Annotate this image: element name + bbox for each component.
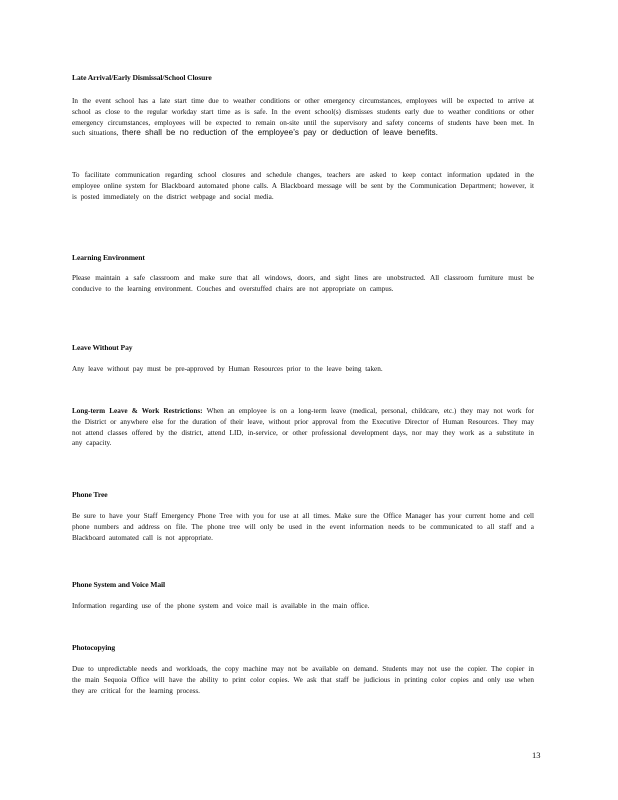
paragraph-late-arrival bbox=[72, 96, 534, 139]
paragraph-phone-tree: Be sure to have your Staff Emergency Phone Tree with you for use at all times. Make sure the Office Manager has your current home and cell phone numbers and address on file. The phone tree will only be used in the event information needs to be communicated to all staff and a Blackboard automated call is not appropriate. bbox=[72, 512, 534, 542]
paragraph-late-arrival-text: In the event school has a late start time due to weather conditions or other emergency circumstances, employees will be expected to arrive at school as close to the regular workday start time as is safe. In the event school(s) dismisses students early due to weather conditions or other emergency circumstances, employees will be expected to remain on-site until the supervisory and safety concerns of students have been met. In such situations, bbox=[72, 97, 534, 138]
paragraph-leave-without-pay: Any leave without pay must be pre-approved by Human Resources prior to the leave being taken. bbox=[72, 365, 383, 373]
paragraph-photocopying: Due to unpredictable needs and workloads, the copy machine may not be available on demand. Students may not use the copier. The copier in the main Sequoia Office will have the ability to print color copies. We ask that staff be judicious in printing color copies and only use when they are critical for the learning process. bbox=[72, 665, 534, 695]
heading-leave-without-pay: Leave Without Pay bbox=[72, 343, 133, 352]
paragraph-long-term-leave bbox=[72, 406, 534, 449]
paragraph-long-term-leave-text: When an employee is on a long-term leave (medical, personal, childcare, etc.) they may not work for the District or anywhere else for the duration of their leave, without prior approval from the Executive Director of Human Resources. They may not attend classes offered by the district, attend LID, in-service, or other professional development days, nor may they work as a substitute in any capacity. bbox=[72, 407, 535, 448]
paragraph-phone-system: Information regarding use of the phone system and voice mail is available in the main office. bbox=[72, 602, 370, 610]
heading-long-term-leave: Long-term Leave & Work Restrictions: bbox=[72, 407, 203, 415]
heading-phone-tree: Phone Tree bbox=[72, 490, 108, 499]
heading-learning-environment: Learning Environment bbox=[72, 253, 145, 262]
heading-photocopying: Photocopying bbox=[72, 643, 116, 652]
page-number: 13 bbox=[532, 750, 541, 760]
heading-phone-system: Phone System and Voice Mail bbox=[72, 580, 166, 589]
heading-late-arrival: Late Arrival/Early Dismissal/School Closure bbox=[72, 73, 212, 82]
paragraph-late-arrival-emphasis: there shall be no reduction of the employee’s pay or deduction of leave benefits. bbox=[122, 128, 438, 138]
paragraph-communication: To facilitate communication regarding school closures and schedule changes, teachers are asked to keep contact information updated in the employee online system for Blackboard automated phone calls. A Blackboard message will be sent by the Communication Department; however, it is posted immediately on the district webpage and social media. bbox=[72, 171, 534, 201]
paragraph-learning-environment: Please maintain a safe classroom and make sure that all windows, doors, and sight lines are unobstructed. All classroom furniture must be conducive to the learning environment. Couches and overstuffed chairs are not appropriate on campus. bbox=[72, 274, 534, 293]
